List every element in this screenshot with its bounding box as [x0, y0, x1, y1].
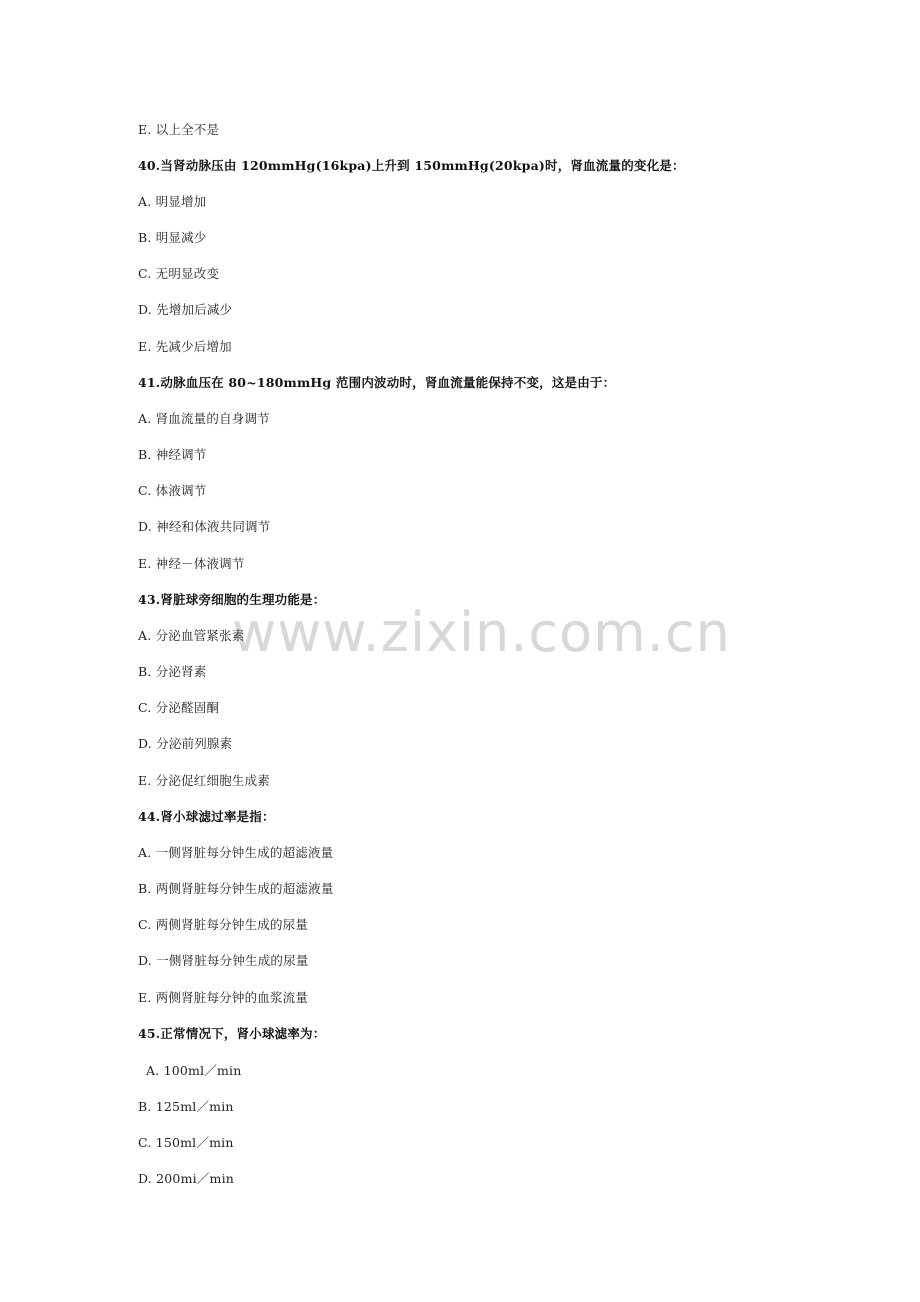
question-45: 45.正常情况下，肾小球滤率为： — [138, 1026, 326, 1041]
watermark: www.zixin.com.cn — [232, 601, 731, 664]
question-44: 44.肾小球滤过率是指： — [138, 809, 275, 824]
option-line: B. 两侧肾脏每分钟生成的超滤液量 — [138, 881, 334, 896]
option-line: A. 分泌血管紧张素 — [138, 628, 245, 643]
option-line: C. 分泌醛固酮 — [138, 700, 220, 715]
option-line: D. 一侧肾脏每分钟生成的尿量 — [138, 953, 309, 968]
option-line: A. 肾血流量的自身调节 — [138, 411, 270, 426]
option-line: A. 一侧肾脏每分钟生成的超滤液量 — [138, 845, 334, 860]
question-43: 43.肾脏球旁细胞的生理功能是： — [138, 592, 326, 607]
option-line: C. 无明显改变 — [138, 266, 220, 281]
question-41: 41.动脉血压在 80~180mmHg 范围内波动时，肾血流量能保持不变，这是由于： — [138, 375, 616, 390]
option-line: A. 明显增加 — [138, 194, 207, 209]
option-line: A. 100ml／min — [146, 1063, 242, 1078]
option-line: B. 神经调节 — [138, 447, 207, 462]
option-line: D. 分泌前列腺素 — [138, 736, 233, 751]
option-line: D. 200mi／min — [138, 1171, 235, 1186]
question-40: 40.当肾动脉压由 120mmHg(16kpa)上升到 150mmHg(20kpa)时，肾血流量的变化是： — [138, 158, 685, 173]
option-line: E. 神经－体液调节 — [138, 556, 245, 571]
option-line: E. 先减少后增加 — [138, 339, 232, 354]
option-line: E. 以上全不是 — [138, 122, 220, 137]
option-line: E. 两侧肾脏每分钟的血浆流量 — [138, 990, 309, 1005]
option-line: C. 150ml／min — [138, 1135, 234, 1150]
option-line: C. 体液调节 — [138, 483, 207, 498]
option-line: B. 125ml／min — [138, 1099, 234, 1114]
option-line: B. 分泌肾素 — [138, 664, 207, 679]
option-line: B. 明显减少 — [138, 230, 207, 245]
option-line: C. 两侧肾脏每分钟生成的尿量 — [138, 917, 309, 932]
option-line: E. 分泌促红细胞生成素 — [138, 773, 270, 788]
option-line: D. 先增加后减少 — [138, 302, 233, 317]
option-line: D. 神经和体液共同调节 — [138, 519, 271, 534]
